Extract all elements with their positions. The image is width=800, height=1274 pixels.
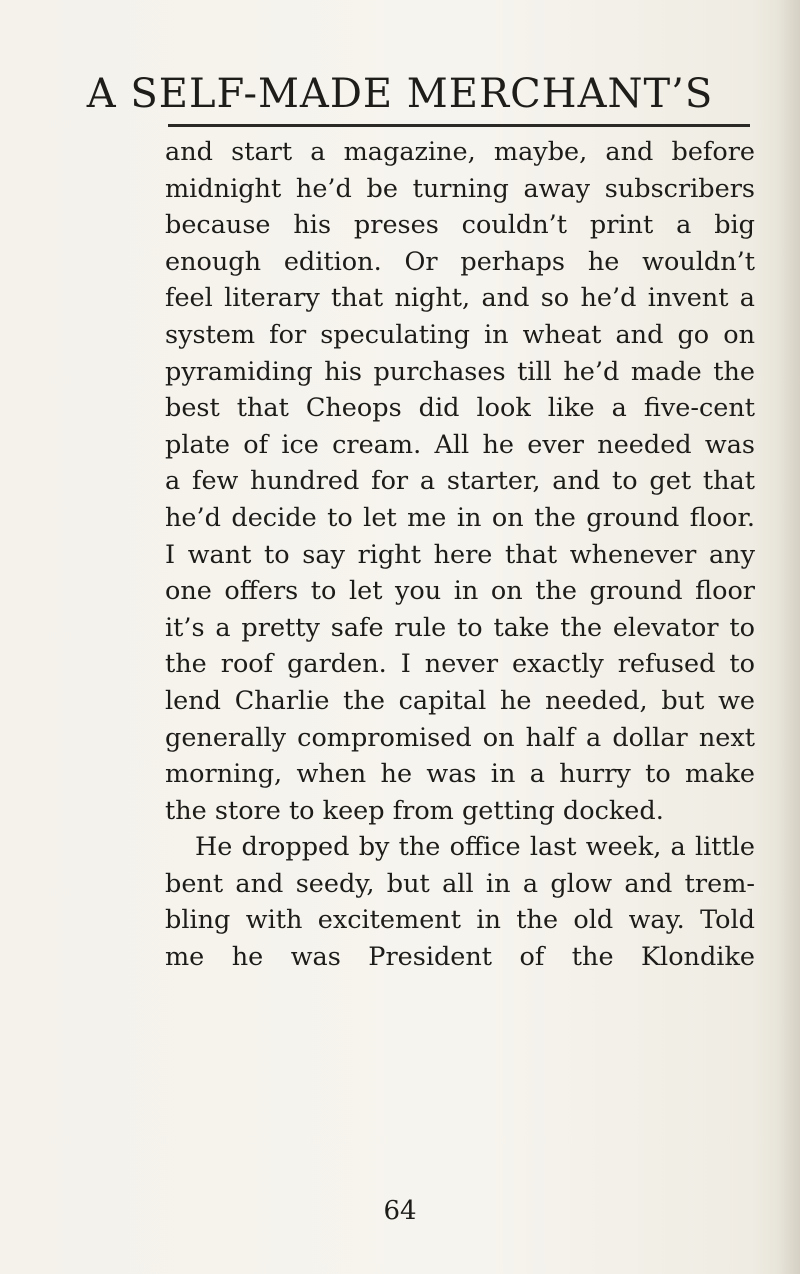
page-edge-shadow xyxy=(778,0,800,1274)
text-line: and start a magazine, maybe, and before xyxy=(165,137,755,167)
body-text xyxy=(165,134,755,976)
header-rule xyxy=(168,124,750,127)
text-line: generally compromised on half a dollar next xyxy=(165,722,755,753)
page-number: 64 xyxy=(383,1196,417,1226)
text-line: because his preses couldn’t print a big xyxy=(165,210,755,241)
text-line: He dropped by the office last week, a little xyxy=(195,832,755,863)
text-line: me he was President of the Klondike xyxy=(165,942,755,973)
text-line: midnight he’d be turning away subscribers xyxy=(165,173,755,204)
text-line: the roof garden. I never exactly refused to xyxy=(165,649,755,680)
text-line: enough edition. Or perhaps he wouldn’t xyxy=(165,246,755,277)
text-line: best that Cheops did look like a five-cent xyxy=(165,393,755,424)
text-line: lend Charlie the capital he needed, but we xyxy=(165,685,755,716)
text-line: the store to keep from getting docked. xyxy=(165,795,664,826)
text-line: it’s a pretty safe rule to take the elevator to xyxy=(165,612,755,643)
text-line: morning, when he was in a hurry to make xyxy=(165,759,755,790)
text-line: bent and seedy, but all in a glow and trem- xyxy=(165,868,755,899)
text-line: he’d decide to let me in on the ground floor. xyxy=(165,502,755,533)
text-line: I want to say right here that whenever any xyxy=(165,539,755,570)
text-line: bling with excitement in the old way. Told xyxy=(165,905,755,936)
text-line: pyramiding his purchases till he’d made the xyxy=(165,356,755,387)
text-line: system for speculating in wheat and go on xyxy=(165,319,755,350)
text-line: feel literary that night, and so he’d invent a xyxy=(165,283,755,314)
text-line: plate of ice cream. All he ever needed was xyxy=(165,429,755,460)
text-line: a few hundred for a starter, and to get that xyxy=(165,466,755,497)
running-head: A SELF-MADE MERCHANT’S xyxy=(86,71,714,117)
text-line: one offers to let you in on the ground floor xyxy=(165,576,755,607)
